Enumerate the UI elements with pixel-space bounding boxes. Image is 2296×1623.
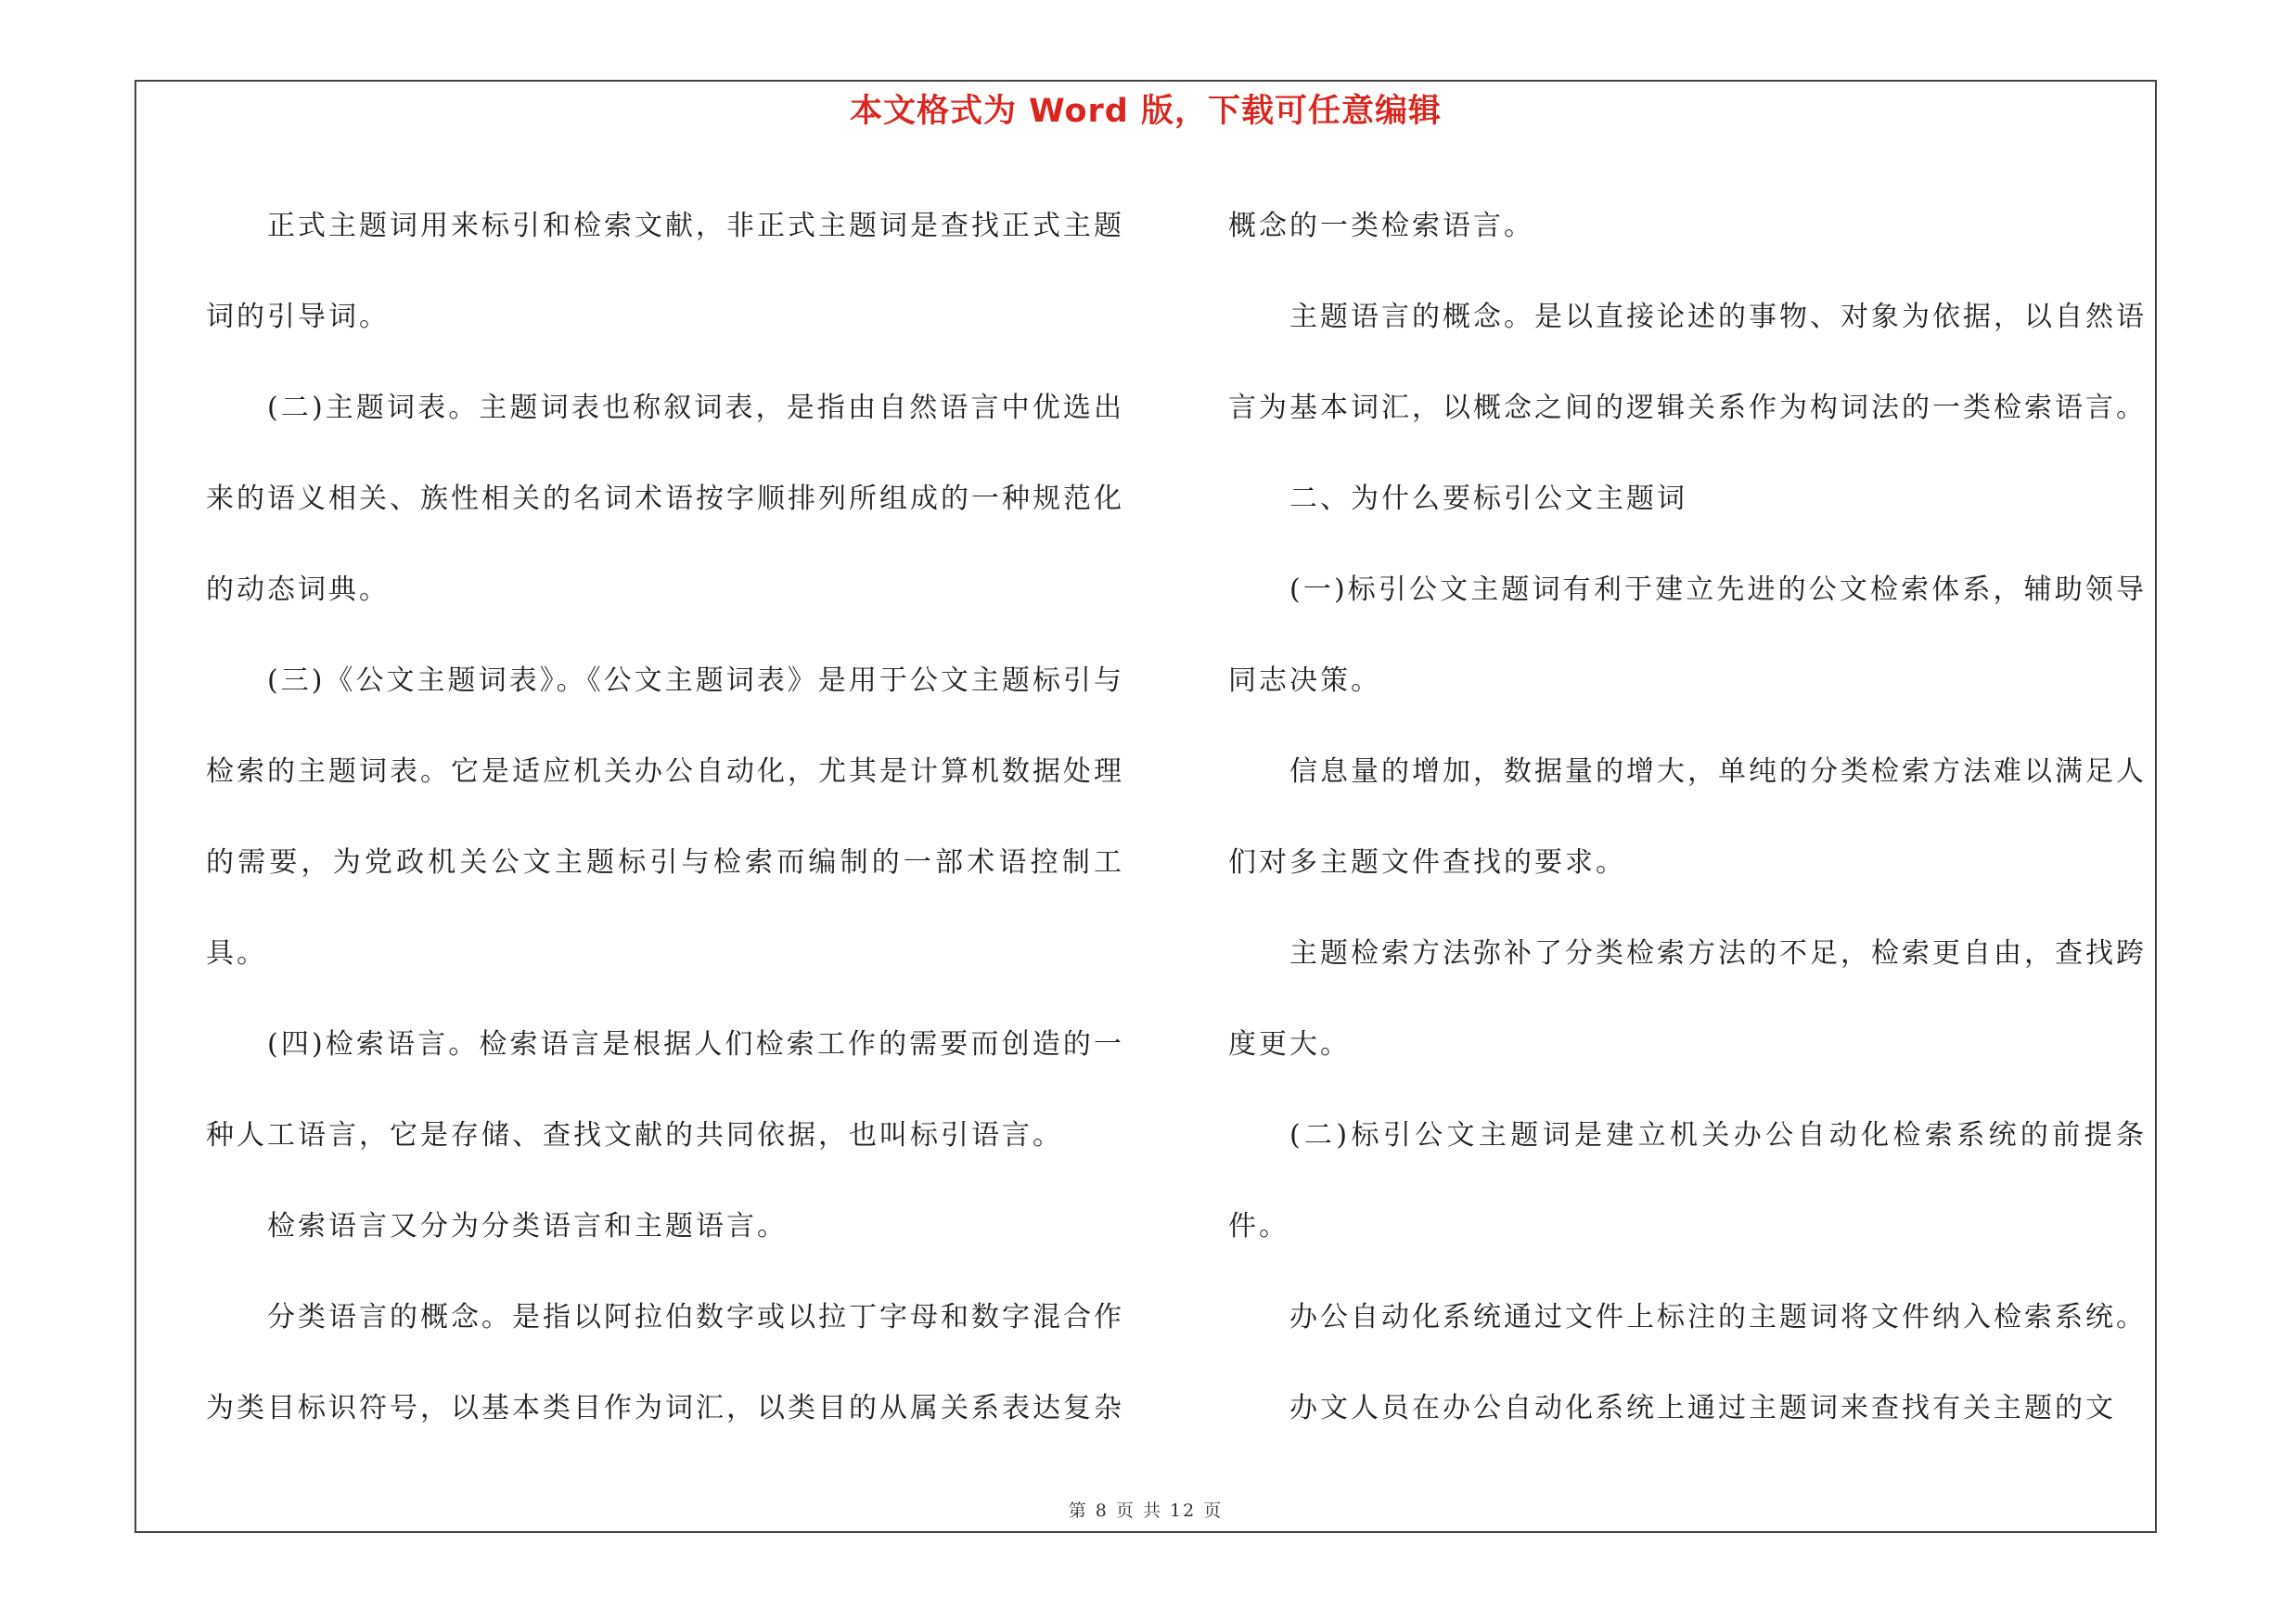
paragraph: 二、为什么要标引公文主题词 bbox=[1289, 483, 1687, 515]
paragraph: 办文人员在办公自动化系统上通过主题词来查找有关主题的文 bbox=[1289, 1392, 2116, 1424]
left-column bbox=[206, 181, 1124, 1454]
page-number: 第 8 页 共 12 页 bbox=[1068, 1501, 1224, 1521]
paragraph: (二)主题词表。主题词表也称叙词表，是指由自然语言中优选出来的语义相关、族性相关的名词术语按字顺排列所组成的一种规范化的动态词典。 bbox=[206, 392, 1124, 606]
paragraph: 正式主题词用来标引和检索文献，非正式主题词是查找正式主题词的引导词。 bbox=[206, 210, 1124, 333]
paragraph: (二)标引公文主题词是建立机关办公自动化检索系统的前提条件。 bbox=[1228, 1119, 2147, 1243]
format-banner: 本文格式为 Word 版，下载可任意编辑 bbox=[849, 93, 1443, 130]
paragraph: 主题检索方法弥补了分类检索方法的不足，检索更自由，查找跨度更大。 bbox=[1228, 937, 2147, 1061]
paragraph: (一)标引公文主题词有利于建立先进的公文检索体系，辅助领导同志决策。 bbox=[1228, 573, 2147, 697]
paragraph: 概念的一类检索语言。 bbox=[1228, 210, 1534, 242]
paragraph: 信息量的增加，数据量的增大，单纯的分类检索方法难以满足人们对多主题文件查找的要求。 bbox=[1228, 755, 2147, 879]
right-column bbox=[1228, 181, 2147, 1454]
paragraph: (三)《公文主题词表》。《公文主题词表》是用于公文主题标引与检索的主题词表。它是适应机关办公自动化，尤其是计算机数据处理的需要，为党政机关公文主题标引与检索而编制的一部术语控制工具。 bbox=[206, 664, 1124, 970]
paragraph: (四)检索语言。检索语言是根据人们检索工作的需要而创造的一种人工语言，它是存储、查找文献的共同依据，也叫标引语言。 bbox=[206, 1028, 1124, 1152]
paragraph: 检索语言又分为分类语言和主题语言。 bbox=[267, 1210, 788, 1243]
paragraph: 主题语言的概念。是以直接论述的事物、对象为依据，以自然语言为基本词汇，以概念之间的逻辑关系作为构词法的一类检索语言。 bbox=[1228, 301, 2147, 424]
paragraph: 办公自动化系统通过文件上标注的主题词将文件纳入检索系统。 bbox=[1289, 1301, 2147, 1333]
paragraph: 分类语言的概念。是指以阿拉伯数字或以拉丁字母和数字混合作为类目标识符号，以基本类目作为词汇，以类目的从属关系表达复杂 bbox=[206, 1301, 1124, 1424]
